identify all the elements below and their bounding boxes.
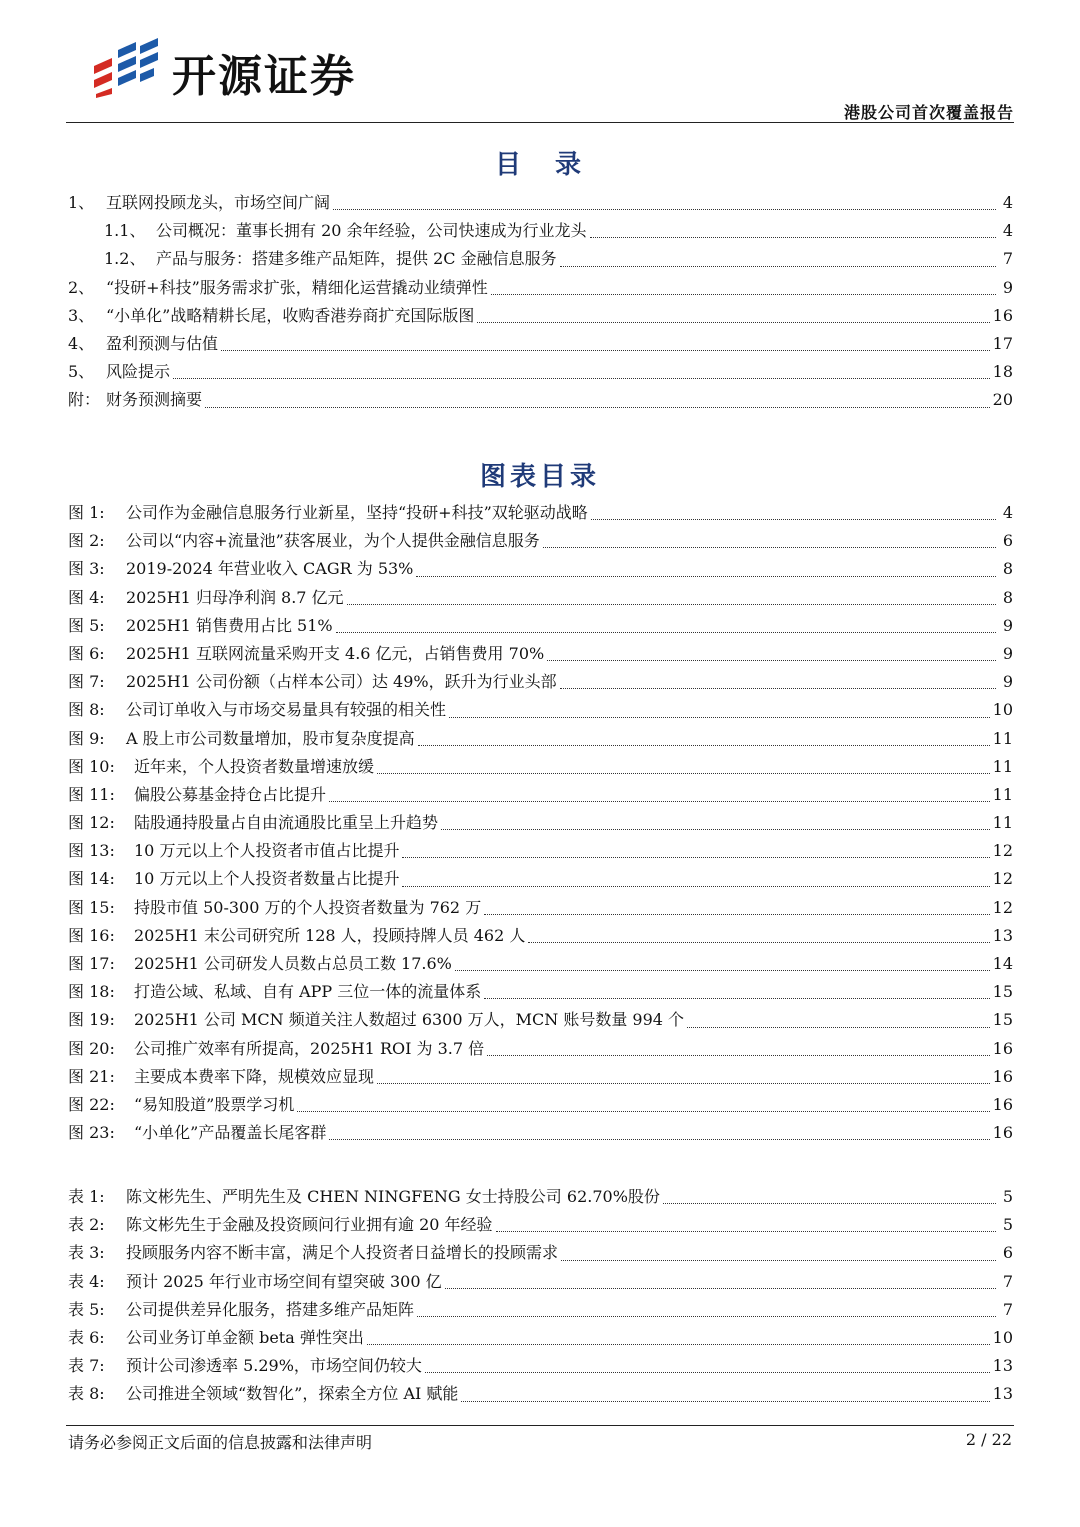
figure-page: 11 (992, 813, 1013, 833)
dot-leader (221, 349, 990, 351)
page-number: 2 / 22 (965, 1430, 1012, 1449)
dot-leader (477, 321, 989, 323)
figure-number: 图 2: (68, 531, 105, 551)
figure-number: 图 19: (68, 1010, 115, 1030)
figure-number: 图 21: (68, 1066, 115, 1086)
figure-text: A 股上市公司数量增加，股市复杂度提高 (126, 728, 415, 748)
figure-entry[interactable] (68, 697, 1013, 725)
table-number: 表 3: (68, 1243, 105, 1263)
dot-leader (528, 941, 989, 943)
figure-entry[interactable] (68, 1036, 1013, 1064)
dot-leader (441, 828, 990, 830)
figure-number: 图 22: (68, 1094, 115, 1114)
figure-number: 图 15: (68, 897, 115, 917)
toc-entry[interactable] (68, 246, 1013, 274)
table-text: 陈文彬先生、严明先生及 CHEN NINGFENG 女士持股公司 62.70%股份 (126, 1187, 660, 1206)
figure-entry[interactable] (68, 838, 1013, 866)
figure-entry[interactable] (68, 669, 1013, 697)
figure-entry[interactable] (68, 500, 1013, 528)
table-entry[interactable] (68, 1325, 1013, 1353)
dot-leader (687, 1026, 990, 1028)
table-number: 表 4: (68, 1271, 105, 1291)
dot-leader (417, 1315, 996, 1317)
toc-page: 4 (1002, 193, 1013, 212)
table-text: 公司推进全领域“数智化”，探索全方位 AI 赋能 (126, 1384, 459, 1404)
toc-page: 4 (1002, 221, 1013, 241)
figure-page: 10 (992, 700, 1013, 720)
company-logo-icon (88, 36, 168, 100)
figure-number: 图 20: (68, 1038, 115, 1058)
dot-leader (547, 659, 996, 661)
toc-page: 17 (992, 333, 1013, 353)
toc-text: “投研+科技”服务需求扩张，精细化运营撬动业绩弹性 (106, 277, 488, 297)
figure-entry[interactable] (68, 782, 1013, 810)
figure-text: 主要成本费率下降，规模效应显现 (134, 1066, 375, 1086)
figure-text: 公司推广效率有所提高，2025H1 ROI 为 3.7 倍 (134, 1038, 485, 1058)
figure-page: 16 (992, 1094, 1013, 1114)
table-entry[interactable] (68, 1297, 1013, 1325)
figure-entry[interactable] (68, 866, 1013, 894)
figure-page: 9 (1002, 615, 1013, 635)
table-page: 6 (1002, 1243, 1013, 1263)
figure-entry[interactable] (68, 641, 1013, 669)
table-number: 表 6: (68, 1327, 105, 1347)
figure-number: 图 7: (68, 672, 105, 692)
dot-leader (336, 631, 996, 633)
figure-text: 2025H1 互联网流量采购开支 4.6 亿元，占销售费用 70% (126, 643, 545, 663)
table-text: 公司业务订单金额 beta 弹性突出 (126, 1327, 364, 1347)
figure-text: 持股市值 50-300 万的个人投资者数量为 762 万 (134, 897, 482, 917)
figure-text: 10 万元以上个人投资者市值占比提升 (134, 841, 400, 861)
footer-divider (66, 1425, 1014, 1426)
dot-leader (543, 546, 996, 548)
figure-page: 13 (992, 925, 1013, 945)
figure-entry[interactable] (68, 979, 1013, 1007)
table-number: 表 1: (68, 1187, 105, 1206)
dot-leader (484, 913, 989, 915)
table-number: 表 2: (68, 1215, 105, 1235)
dot-leader (491, 293, 996, 295)
figure-number: 图 16: (68, 925, 115, 945)
figure-number: 图 12: (68, 813, 115, 833)
figure-entry[interactable] (68, 613, 1013, 641)
figure-text: 公司作为金融信息服务行业新星，坚持“投研+科技”双轮驱动战略 (126, 503, 588, 522)
toc-number: 3、 (68, 305, 95, 325)
figure-page: 11 (992, 728, 1013, 748)
figure-page: 8 (1002, 587, 1013, 607)
figure-text: 10 万元以上个人投资者数量占比提升 (134, 869, 400, 889)
dot-leader (329, 800, 990, 802)
toc-text: “小单化”战略精耕长尾，收购香港券商扩充国际版图 (106, 305, 475, 325)
figure-page: 12 (992, 897, 1013, 917)
figure-page: 16 (992, 1066, 1013, 1086)
figure-text: 2025H1 公司 MCN 频道关注人数超过 6300 万人，MCN 账号数量 994 个 (134, 1010, 685, 1030)
dot-leader (377, 1082, 990, 1084)
table-text: 预计公司渗透率 5.29%，市场空间仍较大 (126, 1356, 422, 1376)
figure-number: 图 9: (68, 728, 105, 748)
toc-number: 5、 (68, 362, 95, 382)
table-entry[interactable] (68, 1240, 1013, 1268)
toc-list (68, 190, 1013, 416)
dot-leader (367, 1343, 990, 1345)
table-entry[interactable] (68, 1269, 1013, 1297)
figure-number: 图 17: (68, 954, 115, 973)
figure-entry[interactable] (68, 754, 1013, 782)
figure-entry[interactable] (68, 923, 1013, 951)
toc-entry[interactable] (68, 303, 1013, 331)
toc-entry[interactable] (68, 190, 1013, 218)
table-number: 表 5: (68, 1299, 105, 1319)
figure-number: 图 10: (68, 756, 115, 776)
toc-text: 盈利预测与估值 (106, 333, 219, 353)
table-text: 投顾服务内容不断丰富，满足个人投资者日益增长的投顾需求 (126, 1243, 559, 1263)
figure-entry[interactable] (68, 726, 1013, 754)
table-number: 表 8: (68, 1384, 105, 1404)
table-page: 5 (1002, 1215, 1013, 1235)
toc-number: 1.2、 (104, 249, 146, 269)
figure-text: 2025H1 末公司研究所 128 人，投顾持牌人员 462 人 (134, 925, 526, 945)
dot-leader (425, 1371, 990, 1373)
dot-leader (461, 1400, 989, 1402)
figure-entry[interactable] (68, 1092, 1013, 1120)
toc-text: 风险提示 (106, 362, 171, 382)
figure-number: 图 8: (68, 700, 105, 720)
figure-page: 16 (992, 1123, 1013, 1143)
figure-entry[interactable] (68, 1064, 1013, 1092)
toc-number: 1、 (68, 193, 95, 212)
table-entry[interactable] (68, 1212, 1013, 1240)
table-page: 13 (992, 1384, 1013, 1404)
figure-page: 15 (992, 982, 1013, 1002)
figure-number: 图 13: (68, 841, 115, 861)
table-page: 7 (1002, 1299, 1013, 1319)
toc-page: 20 (992, 390, 1013, 410)
figure-page: 16 (992, 1038, 1013, 1058)
figure-entry[interactable] (68, 556, 1013, 584)
figure-text: 公司以“内容+流量池”获客展业，为个人提供金融信息服务 (126, 531, 540, 551)
toc-page: 16 (992, 305, 1013, 325)
figure-text: 公司订单收入与市场交易量具有较强的相关性 (126, 700, 447, 720)
dot-leader (445, 1287, 996, 1289)
dot-leader (560, 687, 996, 689)
figure-number: 图 5: (68, 615, 105, 635)
figure-text: 2025H1 销售费用占比 51% (126, 615, 333, 635)
toc-entry[interactable] (68, 218, 1013, 246)
figure-text: 偏股公募基金持仓占比提升 (134, 784, 327, 804)
figure-text: 2019-2024 年营业收入 CAGR 为 53% (126, 559, 414, 579)
dot-leader (561, 1259, 996, 1261)
figure-entry[interactable] (68, 1120, 1013, 1148)
figure-number: 图 18: (68, 982, 115, 1002)
figure-entry[interactable] (68, 585, 1013, 613)
figure-page: 14 (992, 954, 1013, 973)
table-list (68, 1184, 1013, 1410)
figure-entry[interactable] (68, 1007, 1013, 1035)
figure-page: 9 (1002, 672, 1013, 692)
toc-number: 2、 (68, 277, 95, 297)
table-entry[interactable] (68, 1381, 1013, 1409)
table-entry[interactable] (68, 1184, 1013, 1212)
table-text: 公司提供差异化服务，搭建多维产品矩阵 (126, 1299, 415, 1319)
figure-page: 12 (992, 869, 1013, 889)
dot-leader (333, 208, 996, 210)
report-type: 港股公司首次覆盖报告 (843, 103, 1014, 122)
figure-text: 2025H1 归母净利润 8.7 亿元 (126, 587, 344, 607)
toc-entry[interactable] (68, 331, 1013, 359)
table-number: 表 7: (68, 1356, 105, 1376)
toc-number: 1.1、 (104, 221, 146, 241)
dot-leader (484, 997, 989, 999)
toc-page: 9 (1002, 277, 1013, 297)
figure-number: 图 4: (68, 587, 105, 607)
table-entry[interactable] (68, 1353, 1013, 1381)
figure-page: 11 (992, 756, 1013, 776)
dot-leader (416, 575, 996, 577)
dot-leader (591, 518, 996, 520)
figure-text: 打造公域、私域、自有 APP 三位一体的流量体系 (134, 982, 482, 1002)
dot-leader (402, 856, 989, 858)
figure-number: 图 11: (68, 784, 115, 804)
figure-text: 近年来，个人投资者数量增速放缓 (134, 756, 375, 776)
figures-title: 图表目录 (479, 462, 600, 492)
footer-disclaimer: 请务必参阅正文后面的信息披露和法律声明 (68, 1433, 373, 1452)
dot-leader (377, 772, 990, 774)
table-page: 10 (992, 1327, 1013, 1347)
toc-entry[interactable] (68, 359, 1013, 387)
figure-page: 15 (992, 1010, 1013, 1030)
figure-page: 6 (1002, 531, 1013, 551)
toc-text: 产品与服务：搭建多维产品矩阵，提供 2C 金融信息服务 (156, 249, 557, 269)
figure-number: 图 23: (68, 1123, 115, 1143)
figure-text: “易知股道”股票学习机 (134, 1094, 295, 1114)
toc-title: 目 录 (494, 150, 585, 180)
figure-text: “小单化”产品覆盖长尾客群 (134, 1123, 327, 1143)
figure-page: 8 (1002, 559, 1013, 579)
table-page: 5 (1002, 1187, 1013, 1206)
figure-entry[interactable] (68, 951, 1013, 979)
dot-leader (496, 1230, 996, 1232)
toc-number: 附： (68, 390, 101, 410)
figure-number: 图 6: (68, 643, 105, 663)
dot-leader (449, 716, 990, 718)
table-text: 陈文彬先生于金融及投资顾问行业拥有逾 20 年经验 (126, 1215, 493, 1235)
figure-number: 图 3: (68, 559, 105, 579)
figure-page: 9 (1002, 643, 1013, 663)
figure-list (68, 500, 1013, 1148)
toc-page: 7 (1002, 249, 1013, 269)
figure-number: 图 1: (68, 503, 105, 522)
figure-text: 陆股通持股量占自由流通股比重呈上升趋势 (134, 813, 439, 833)
dot-leader (418, 744, 990, 746)
figure-entry[interactable] (68, 528, 1013, 556)
toc-text: 财务预测摘要 (106, 390, 203, 410)
table-page: 7 (1002, 1271, 1013, 1291)
toc-text: 公司概况：董事长拥有 20 余年经验，公司快速成为行业龙头 (156, 221, 587, 241)
dot-leader (173, 377, 990, 379)
figure-page: 4 (1002, 503, 1013, 522)
toc-number: 4、 (68, 333, 95, 353)
toc-page: 18 (992, 362, 1013, 382)
dot-leader (455, 969, 990, 971)
dot-leader (297, 1110, 989, 1112)
dot-leader (347, 603, 996, 605)
dot-leader (329, 1138, 989, 1140)
dot-leader (560, 265, 996, 267)
toc-text: 互联网投顾龙头，市场空间广阔 (106, 193, 331, 212)
table-page: 13 (992, 1356, 1013, 1376)
dot-leader (487, 1054, 990, 1056)
toc-entry[interactable] (68, 387, 1013, 415)
figure-text: 2025H1 公司份额（占样本公司）达 49%，跃升为行业头部 (126, 672, 557, 692)
figure-entry[interactable] (68, 810, 1013, 838)
figure-page: 12 (992, 841, 1013, 861)
company-name: 开源证券 (172, 51, 356, 102)
figure-number: 图 14: (68, 869, 115, 889)
figure-page: 11 (992, 784, 1013, 804)
toc-entry[interactable] (68, 275, 1013, 303)
dot-leader (205, 406, 990, 408)
dot-leader (402, 885, 989, 887)
dot-leader (590, 236, 996, 238)
dot-leader (663, 1202, 996, 1204)
figure-text: 2025H1 公司研发人员数占总员工数 17.6% (134, 954, 452, 973)
table-text: 预计 2025 年行业市场空间有望突破 300 亿 (126, 1271, 442, 1291)
figure-entry[interactable] (68, 895, 1013, 923)
header-divider (66, 122, 1014, 123)
